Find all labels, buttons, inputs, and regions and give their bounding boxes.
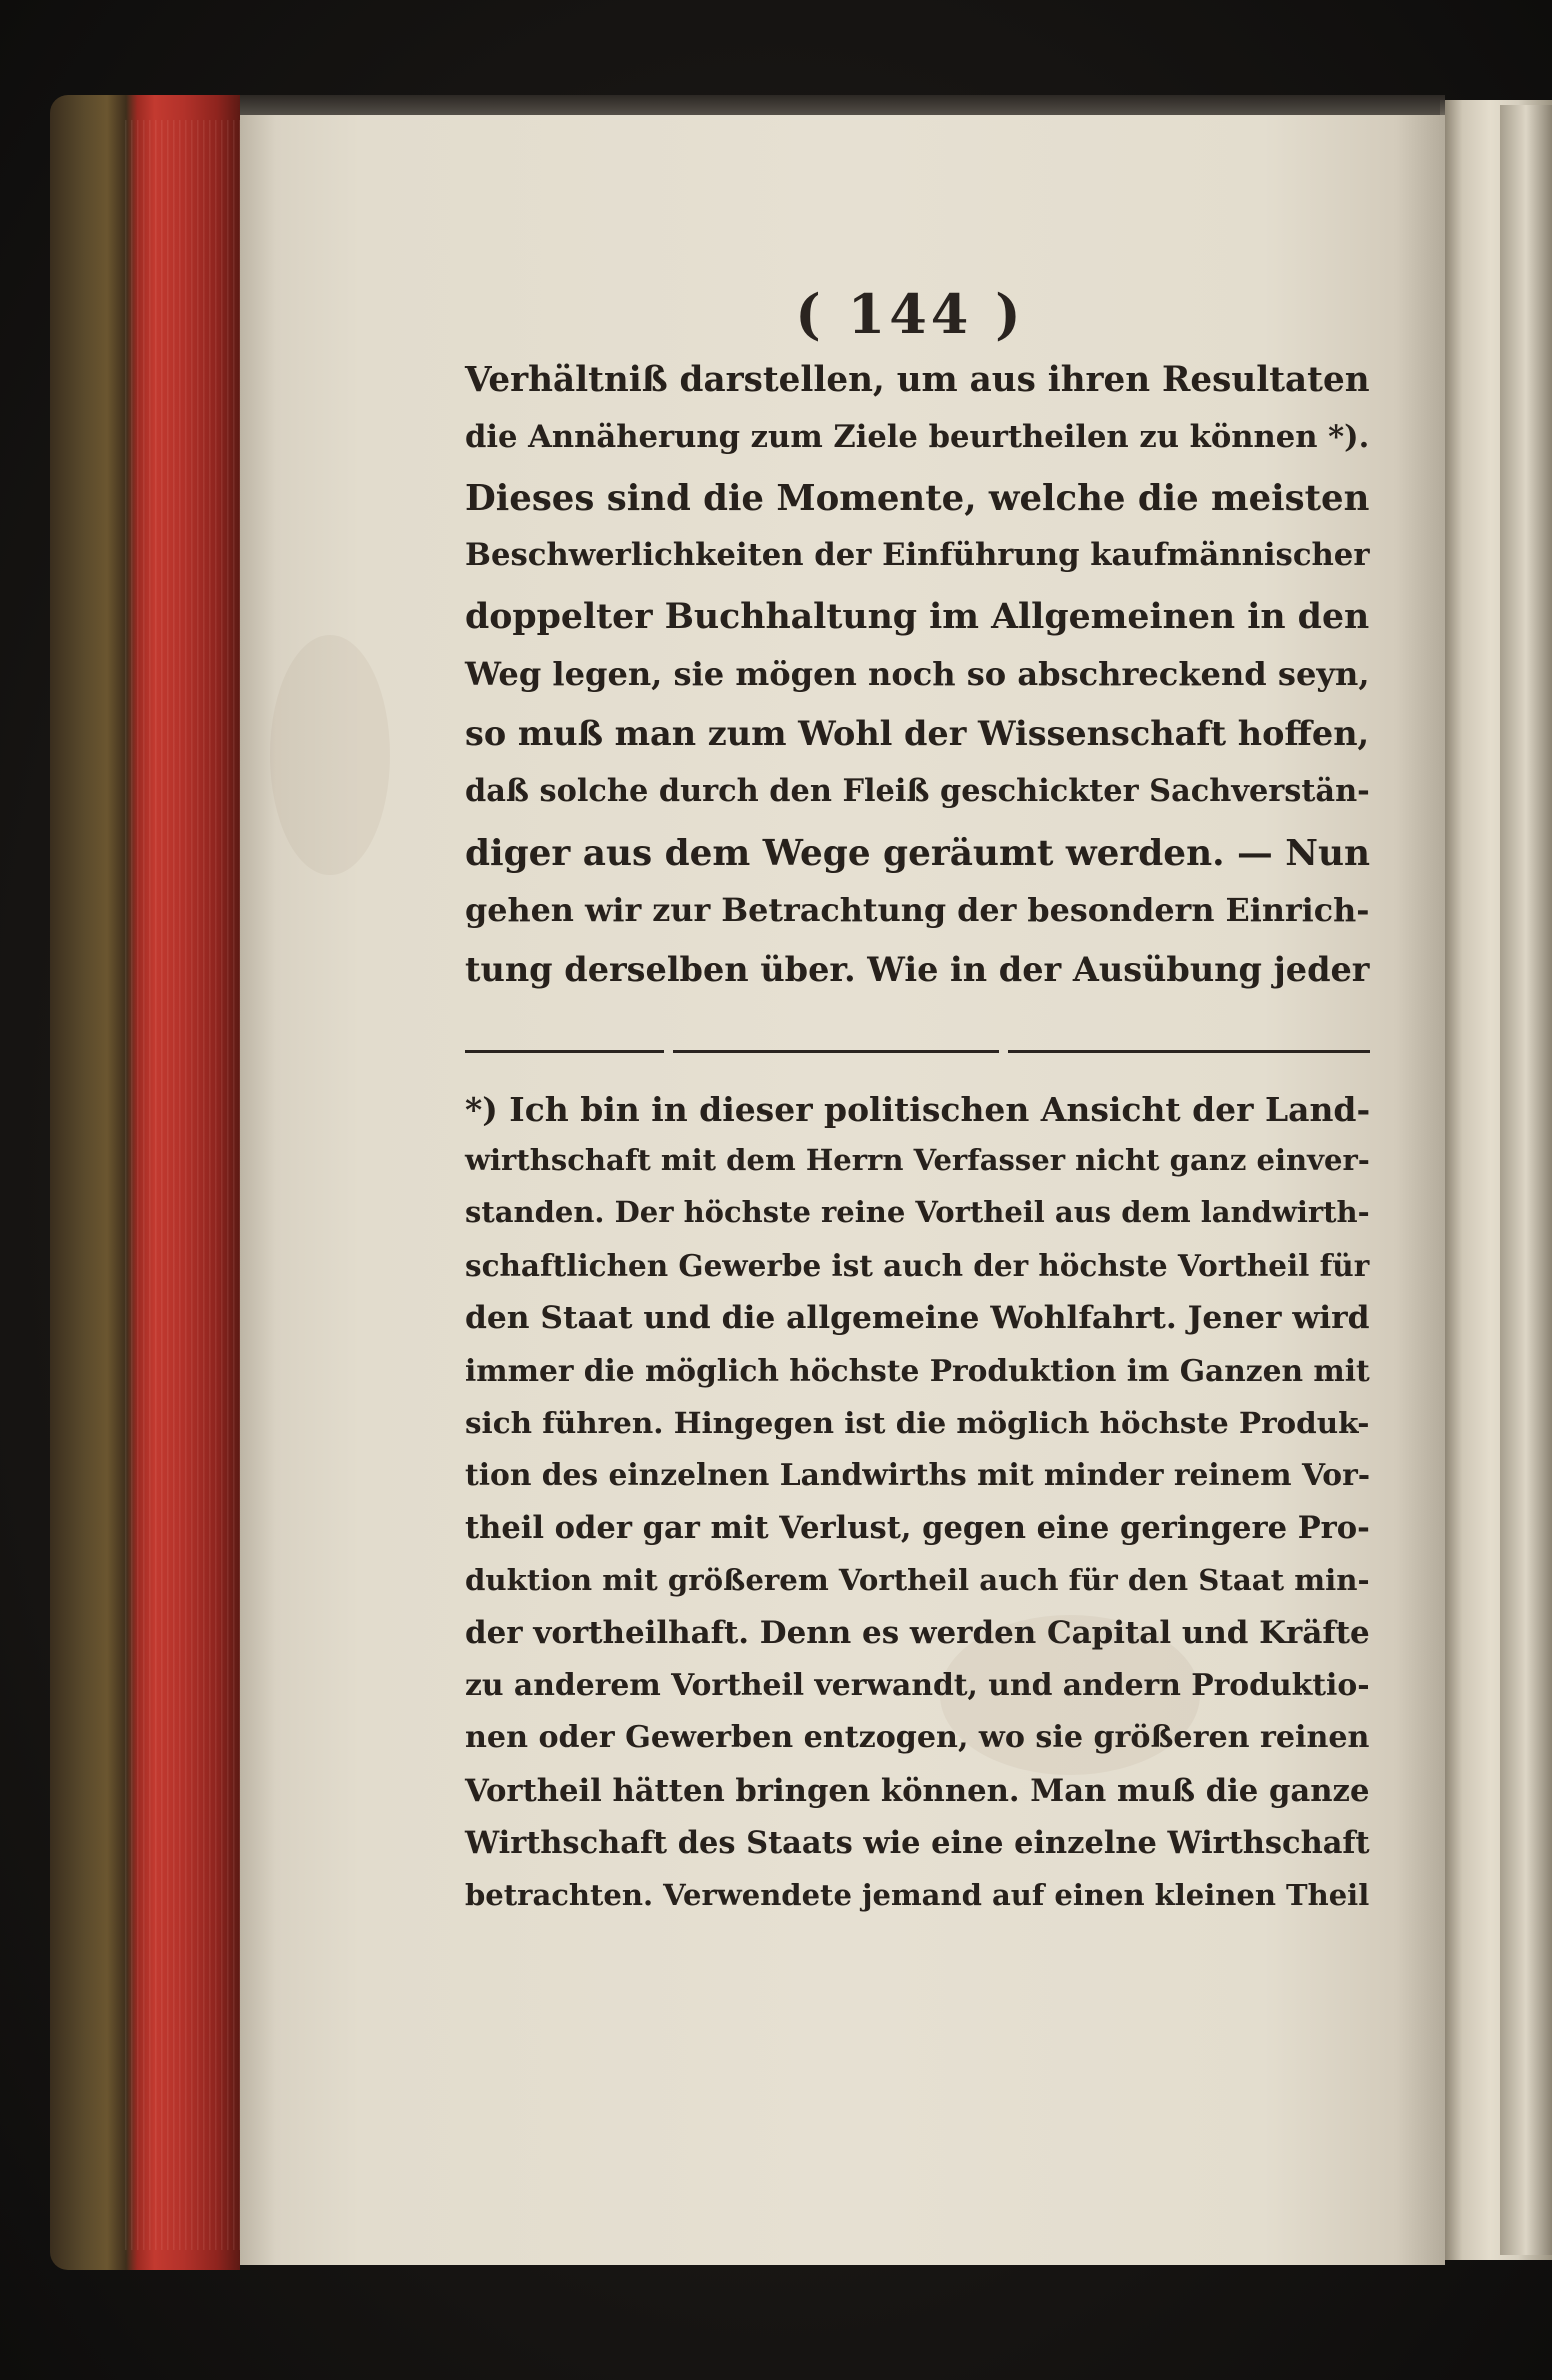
main-text-line: Dieses sind die Momente, welche die meisten bbox=[465, 478, 1370, 519]
page-number: ( 144 ) bbox=[795, 282, 1025, 346]
footnote-line: standen. Der höchste reine Vortheil aus dem landwirth- bbox=[465, 1195, 1370, 1229]
main-text-line: die Annäherung zum Ziele beurtheilen zu können *). bbox=[465, 419, 1370, 455]
paper-stain bbox=[270, 635, 390, 875]
footnote-line: der vortheilhaft. Denn es werden Capital und Kräfte bbox=[465, 1615, 1370, 1651]
footnote-line: immer die möglich höchste Produktion im Ganzen mit bbox=[465, 1352, 1370, 1388]
footnote-line: zu anderem Vortheil verwandt, und andern Produktio- bbox=[465, 1667, 1370, 1703]
footnote-rule bbox=[465, 1050, 1370, 1053]
footnote-line: wirthschaft mit dem Herrn Verfasser nicht ganz einver- bbox=[465, 1142, 1370, 1177]
footnote-line: nen oder Gewerben entzogen, wo sie größeren reinen bbox=[465, 1720, 1370, 1755]
main-text-line: doppelter Buchhaltung im Allgemeinen in den bbox=[465, 596, 1370, 637]
footnote-line: theil oder gar mit Verlust, gegen eine geringere Pro- bbox=[465, 1510, 1370, 1546]
main-text-line: Weg legen, sie mögen noch so abschreckend seyn, bbox=[465, 655, 1370, 693]
main-text-block bbox=[465, 360, 1371, 1010]
footnote-line: duktion mit größerem Vortheil auch für den Staat min- bbox=[465, 1562, 1370, 1597]
footnote-line: schaftlichen Gewerbe ist auch der höchste Vortheil für bbox=[465, 1247, 1370, 1283]
page-edge-lines bbox=[125, 120, 240, 2250]
right-page-edge bbox=[1500, 105, 1552, 2255]
main-text-line: Beschwerlichkeiten der Einführung kaufmännischer bbox=[465, 537, 1370, 573]
footnote-line: Wirthschaft des Staats wie eine einzelne Wirthschaft bbox=[465, 1825, 1370, 1861]
footnote-line: betrachten. Verwendete jemand auf einen kleinen Theil bbox=[465, 1877, 1370, 1912]
footnote-block bbox=[465, 1090, 1371, 1940]
footnote-line: *) Ich bin in dieser politischen Ansicht der Land- bbox=[465, 1090, 1371, 1129]
main-text-line: Verhältniß darstellen, um aus ihren Resultaten bbox=[465, 360, 1370, 400]
footnote-line: tion des einzelnen Landwirths mit minder reinem Vor- bbox=[465, 1457, 1371, 1493]
footnote-line: den Staat und die allgemeine Wohlfahrt. Jener wird bbox=[465, 1300, 1370, 1336]
main-text-line: so muß man zum Wohl der Wissenschaft hoffen, bbox=[465, 714, 1370, 753]
main-text-line: tung derselben über. Wie in der Ausübung jeder bbox=[465, 950, 1370, 989]
main-text-line: diger aus dem Wege geräumt werden. — Nun bbox=[465, 832, 1371, 874]
main-text-line: gehen wir zur Betrachtung der besondern Einrich- bbox=[465, 891, 1370, 929]
footnote-line: Vortheil hätten bringen können. Man muß die ganze bbox=[465, 1772, 1370, 1809]
main-text-line: daß solche durch den Fleiß geschickter Sachverstän- bbox=[465, 773, 1370, 809]
footnote-line: sich führen. Hingegen ist die möglich höchste Produk- bbox=[465, 1405, 1370, 1440]
